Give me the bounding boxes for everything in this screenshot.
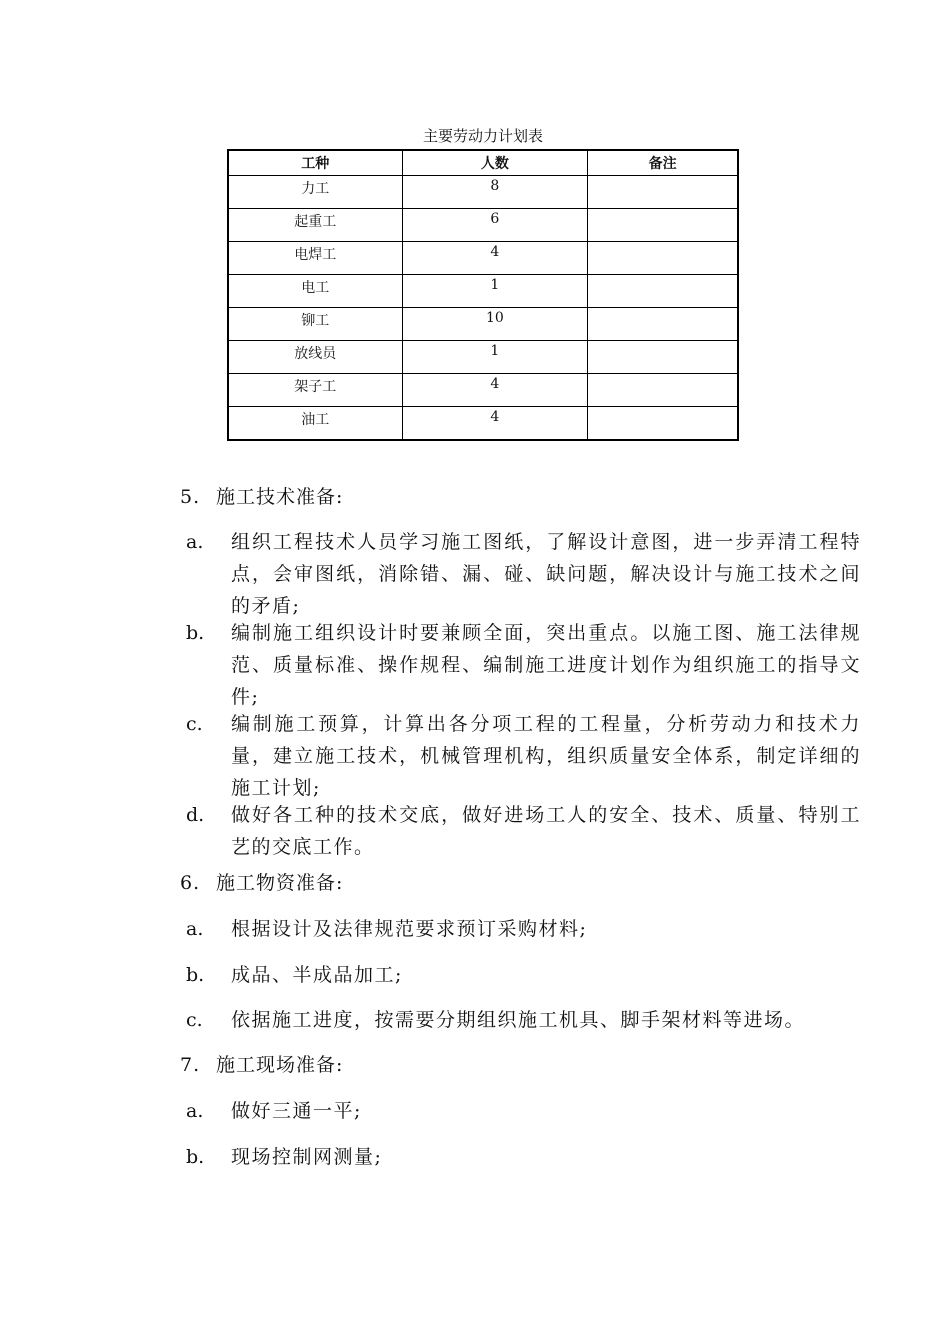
section-title: 施工物资准备: [216,872,344,894]
cell-note [588,209,738,242]
cell-note [588,308,738,341]
cell-note [588,374,738,407]
list-item-text: 编制施工预算，计算出各分项工程的工程量，分析劳动力和技术力量，建立施工技术，机械管理机构，组织质量安全体系，制定详细的施工计划; [231,713,861,799]
cell-note [588,242,738,275]
cell-count: 8 [402,176,588,209]
list-item [186,799,866,863]
list-marker: a. [186,918,204,940]
table-header-row [228,150,738,176]
list-item-text: 依据施工进度，按需要分期组织施工机具、脚手架材料等进场。 [231,1009,806,1031]
list-marker: b. [186,622,205,644]
list-item [186,1004,866,1036]
cell-count: 1 [402,341,588,374]
list-item [186,913,866,945]
header-trade: 工种 [228,150,402,176]
list-item-text: 做好各工种的技术交底，做好进场工人的安全、技术、质量、特别工艺的交底工作。 [231,804,861,858]
table-row [228,374,738,407]
list-item [186,526,866,622]
cell-count: 4 [402,242,588,275]
list-marker: b. [186,964,205,986]
table-row [228,209,738,242]
list-item [186,1095,866,1127]
list-item-text: 编制施工组织设计时要兼顾全面，突出重点。以施工图、施工法律规范、质量标准、操作规程、编制施工进度计划作为组织施工的指导文件; [231,622,861,708]
labor-plan-table [227,149,739,441]
list-item-text: 做好三通一平; [231,1100,362,1122]
cell-count: 6 [402,209,588,242]
list-marker: a. [186,531,204,553]
section-number: 7. [180,1054,201,1076]
table-caption: 主要劳动力计划表 [422,127,543,145]
cell-note [588,176,738,209]
list-item [186,708,866,804]
list-marker: c. [186,713,203,735]
header-count: 人数 [402,150,588,176]
list-item-text: 成品、半成品加工; [231,964,403,986]
cell-count: 10 [402,308,588,341]
cell-trade: 架子工 [228,374,402,407]
cell-trade: 电焊工 [228,242,402,275]
table-row [228,407,738,440]
section-heading-6 [180,870,343,896]
cell-trade: 放线员 [228,341,402,374]
list-item [186,617,866,713]
table-row [228,176,738,209]
cell-note [588,341,738,374]
list-item-text: 组织工程技术人员学习施工图纸，了解设计意图，进一步弄清工程特点，会审图纸，消除错、漏、碰、缺问题，解决设计与施工技术之间的矛盾; [231,531,861,617]
table-row [228,242,738,275]
table-row [228,275,738,308]
list-marker: a. [186,1100,204,1122]
cell-trade: 起重工 [228,209,402,242]
cell-note [588,407,738,440]
table-row [228,308,738,341]
table-row [228,341,738,374]
cell-trade: 力工 [228,176,402,209]
cell-trade: 油工 [228,407,402,440]
section-title: 施工技术准备: [216,486,344,508]
cell-note [588,275,738,308]
cell-count: 4 [402,374,588,407]
section-heading-5 [180,484,343,510]
list-marker: b. [186,1146,205,1168]
header-note: 备注 [588,150,738,176]
list-item-text: 现场控制网测量; [231,1146,383,1168]
cell-trade: 电工 [228,275,402,308]
list-item [186,959,866,991]
list-item [186,1141,866,1173]
section-number: 5. [180,486,201,508]
cell-trade: 铆工 [228,308,402,341]
cell-count: 1 [402,275,588,308]
list-item-text: 根据设计及法律规范要求预订采购材料; [231,918,588,940]
list-marker: d. [186,804,205,826]
cell-count: 4 [402,407,588,440]
list-marker: c. [186,1009,203,1031]
section-heading-7 [180,1052,343,1078]
section-number: 6. [180,872,201,894]
section-title: 施工现场准备: [216,1054,344,1076]
